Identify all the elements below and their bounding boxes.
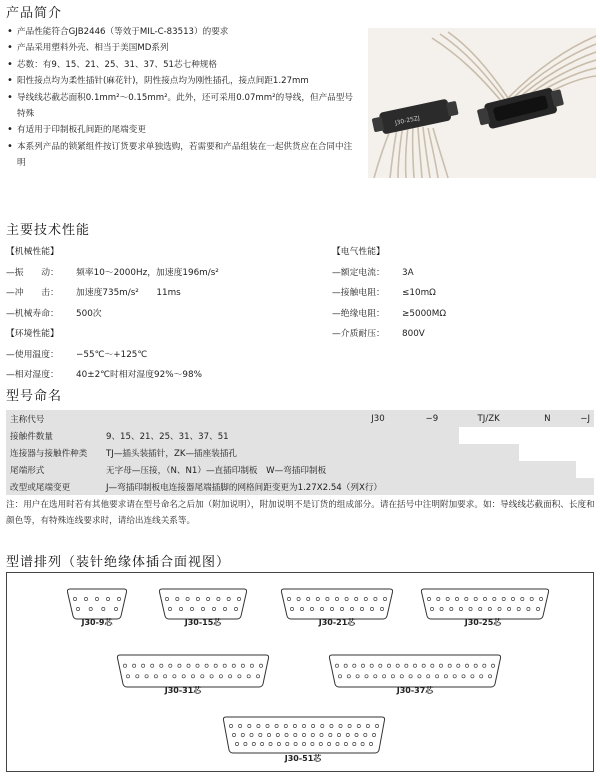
model-code-label: 主称代号 [10, 414, 45, 425]
pin-hole [360, 607, 363, 610]
pin-hole [320, 733, 323, 736]
spec-value: 800V [402, 329, 425, 339]
pin-hole [370, 664, 373, 667]
pin-hole [123, 664, 126, 667]
pin-hole [483, 597, 486, 600]
pin-hole [448, 664, 451, 667]
pin-hole [405, 664, 408, 667]
pin-hole [474, 664, 477, 667]
pin-hole [287, 597, 290, 600]
model-row [6, 478, 594, 495]
pin-hole [294, 742, 297, 745]
spec-label: —振 动： [6, 267, 59, 278]
pin-hole [76, 607, 79, 610]
pin-hole [437, 597, 440, 600]
connector-outline [159, 589, 246, 619]
pin-hole [117, 597, 120, 600]
connector-label: J30-51芯 [284, 754, 322, 763]
pin-hole [409, 675, 412, 678]
model-row-label: 改型或尾端变更 [10, 482, 71, 493]
spec-label: —绝缘电阻： [332, 308, 385, 319]
model-row-label: 接触件数量 [10, 431, 53, 442]
model-row-fill [405, 427, 459, 444]
pin-hole [142, 664, 145, 667]
pin-hole [201, 607, 204, 610]
spec-value: 频率10～2000Hz，加速度196m/s² [76, 267, 219, 278]
pin-hole [450, 607, 453, 610]
pin-hole [400, 675, 403, 678]
spec-label: —冲 击： [6, 288, 59, 298]
connector-drawing-51 [219, 713, 389, 757]
pin-hole [276, 733, 279, 736]
spec-label: —相对湿度： [6, 370, 59, 380]
feature-text: 产品性能符合GJB2446（等效于MIL-C-83513）的要求 [17, 27, 229, 37]
spec-row [6, 283, 316, 304]
connector-outline [329, 655, 500, 687]
pin-hole [375, 724, 378, 727]
pin-hole [340, 607, 343, 610]
connector-label: J30-15芯 [184, 618, 222, 627]
pin-hole [536, 607, 539, 610]
connector-label: J30-9芯 [81, 618, 113, 627]
pin-hole [196, 597, 199, 600]
pin-hole [347, 675, 350, 678]
feature-text: 导线线芯截芯面积0.1mm²～0.15mm²。此外，还可采用0.07mm²的导线，但产品型号特殊 [17, 92, 353, 120]
pin-hole [269, 742, 272, 745]
feature-item [6, 57, 358, 73]
pin-hole [396, 664, 399, 667]
pin-hole [136, 675, 139, 678]
pin-hole [418, 675, 421, 678]
pin-hole [182, 675, 185, 678]
pin-hole [179, 607, 182, 610]
spec-value: ≥5000MΩ [402, 308, 447, 319]
connector-outline [117, 655, 268, 687]
pin-hole [311, 733, 314, 736]
pin-hole [471, 675, 474, 678]
spec-row [332, 324, 592, 345]
pin-hole [207, 597, 210, 600]
pin-hole [321, 724, 324, 727]
pin-hole [530, 597, 533, 600]
pin-hole [353, 742, 356, 745]
spec-label: —接触电阻： [332, 288, 385, 298]
spec-label: —机械寿命： [6, 308, 59, 319]
pin-hole [217, 597, 220, 600]
pin-hole [488, 607, 491, 610]
pin-hole [430, 607, 433, 610]
pin-hole [229, 675, 232, 678]
pin-hole [337, 733, 340, 736]
feature-item [6, 90, 358, 123]
spec-row [6, 365, 316, 386]
pin-hole [517, 607, 520, 610]
pin-hole [346, 733, 349, 736]
pin-hole [176, 597, 179, 600]
pin-hole [302, 742, 305, 745]
model-naming-table [6, 410, 594, 495]
pin-hole [422, 664, 425, 667]
pin-hole [326, 597, 329, 600]
pin-hole [344, 742, 347, 745]
pin-hole [232, 733, 235, 736]
feature-text: 本系列产品的锁紧组件按订货要求单独选购，若需要和产品组装在一起供货应在合同中注明 [17, 141, 353, 169]
pin-hole [294, 733, 297, 736]
pin-hole [453, 675, 456, 678]
pin-hole [212, 607, 215, 610]
pin-hole [348, 724, 351, 727]
pin-hole [168, 607, 171, 610]
pin-hole [187, 664, 190, 667]
connector-label: J30-25芯 [464, 618, 502, 627]
pin-hole [252, 742, 255, 745]
connector-spectrum-box [6, 572, 594, 772]
pin-hole [372, 733, 375, 736]
pin-hole [169, 664, 172, 667]
spec-label: —介质耐压： [332, 329, 385, 339]
feature-text: 有适用于印制板孔间距的尾端变更 [17, 125, 146, 136]
spec-row [6, 345, 316, 366]
pin-hole [365, 675, 368, 678]
pin-hole [369, 742, 372, 745]
pin-hole [73, 597, 76, 600]
pin-hole [223, 607, 226, 610]
pin-hole [329, 733, 332, 736]
model-row-value: J—弯插印制板电连接器尾端插脚的网格间距变更为1.27X2.54（列X行） [106, 482, 383, 493]
pin-hole [387, 664, 390, 667]
pin-hole [257, 724, 260, 727]
pin-hole [370, 607, 373, 610]
heading-main-specs: 主要技术性能 [6, 223, 91, 238]
spec-label: —使用温度： [6, 349, 59, 360]
photo-label: J30-25ZJ [394, 114, 421, 127]
feature-item [6, 40, 358, 56]
pin-hole [311, 742, 314, 745]
pin-hole [84, 597, 87, 600]
pin-hole [440, 607, 443, 610]
pin-hole [444, 675, 447, 678]
pin-hole [380, 607, 383, 610]
pin-hole [154, 675, 157, 678]
model-row [6, 427, 594, 444]
model-code-part: TJ/ZK [477, 413, 500, 424]
pin-hole [336, 742, 339, 745]
pin-hole [227, 597, 230, 600]
pin-hole [361, 664, 364, 667]
pin-hole [95, 597, 98, 600]
pin-hole [330, 724, 333, 727]
pin-hole [345, 597, 348, 600]
pin-hole [235, 742, 238, 745]
pin-hole [173, 675, 176, 678]
pin-hole [498, 607, 501, 610]
pin-hole [330, 607, 333, 610]
feature-item [6, 122, 358, 138]
pin-hole [214, 664, 217, 667]
model-row-fill [459, 427, 594, 444]
pin-hole [335, 664, 338, 667]
model-row-value: TJ—插头装插针，ZK—插座装插孔 [106, 448, 238, 459]
pin-hole [234, 607, 237, 610]
pin-hole [237, 597, 240, 600]
model-code-part: −J [580, 413, 590, 424]
pin-hole [366, 724, 369, 727]
pin-hole [455, 597, 458, 600]
pin-hole [320, 607, 323, 610]
pin-hole [266, 724, 269, 727]
pin-hole [241, 733, 244, 736]
pin-hole [267, 733, 270, 736]
pin-hole [302, 724, 305, 727]
pin-hole [374, 597, 377, 600]
pin-hole [302, 733, 305, 736]
pin-hole [357, 724, 360, 727]
pin-hole [355, 597, 358, 600]
spec-row [332, 304, 592, 325]
feature-text: 产品采用塑料外壳、相当于美国MD系列 [17, 43, 169, 54]
pin-hole [164, 675, 167, 678]
pin-hole [259, 733, 262, 736]
pin-hole [259, 664, 262, 667]
pin-hole [355, 733, 358, 736]
pin-hole [508, 607, 511, 610]
usage-note: 注：用户在选用时若有其他要求请在型号命名之后加（附加说明），附加说明不是订货的组成部分。请在括号中注明附加要求。如：导线线芯截面积、长度和颜色等，有特殊连线要求时，请给出连线关系等。 [6, 500, 595, 526]
model-row-cell [6, 478, 594, 495]
pin-hole [229, 724, 232, 727]
connector-outline [281, 589, 392, 619]
pin-hole [244, 742, 247, 745]
pin-hole [493, 597, 496, 600]
pin-hole [196, 664, 199, 667]
pin-hole [469, 607, 472, 610]
pin-hole [446, 597, 449, 600]
pin-hole [126, 675, 129, 678]
pin-hole [436, 675, 439, 678]
elec-title: 【电气性能】 [332, 247, 385, 257]
model-row-label: 尾端形式 [10, 465, 45, 476]
pin-hole [527, 607, 530, 610]
pin-hole [239, 724, 242, 727]
pin-hole [488, 675, 491, 678]
connector-outline [223, 717, 384, 753]
model-code-part: N [544, 413, 551, 424]
pin-hole [293, 724, 296, 727]
mech-title: 【机械性能】 [6, 247, 59, 257]
pin-hole [431, 664, 434, 667]
pin-hole [114, 607, 117, 610]
pin-hole [205, 664, 208, 667]
pin-hole [248, 724, 251, 727]
pin-hole [427, 597, 430, 600]
feature-item [6, 139, 358, 172]
pin-hole [465, 597, 468, 600]
pin-hole [261, 742, 264, 745]
pin-hole [521, 597, 524, 600]
connector-label: J30-31芯 [164, 686, 202, 695]
pin-hole [344, 664, 347, 667]
elec-section [332, 242, 592, 345]
pin-hole [316, 597, 319, 600]
pin-hole [391, 675, 394, 678]
pin-hole [383, 675, 386, 678]
pin-hole [491, 664, 494, 667]
pin-hole [165, 597, 168, 600]
pin-hole [480, 675, 483, 678]
pin-hole [511, 597, 514, 600]
model-row-label: 连接器与接触件种类 [10, 448, 88, 459]
spec-value: ≤10mΩ [402, 288, 436, 298]
pin-hole [439, 664, 442, 667]
pin-hole [335, 597, 338, 600]
model-row-cell [6, 461, 519, 478]
pin-hole [483, 664, 486, 667]
pin-hole [457, 664, 460, 667]
pin-hole [356, 675, 359, 678]
pin-hole [106, 597, 109, 600]
spec-value: 500次 [76, 308, 102, 319]
spec-value: 40±2℃时相对湿度92%～98% [76, 370, 202, 380]
pin-hole [374, 675, 377, 678]
pin-hole [277, 742, 280, 745]
pin-hole [201, 675, 204, 678]
pin-hole [250, 664, 253, 667]
spec-row [332, 283, 592, 304]
product-photo [368, 28, 596, 178]
model-row-cell [6, 427, 405, 444]
pin-hole [219, 675, 222, 678]
pin-hole [307, 597, 310, 600]
connector-outline [67, 589, 126, 619]
pin-hole [133, 664, 136, 667]
pin-hole [339, 724, 342, 727]
pin-hole [459, 607, 462, 610]
model-row-cell [6, 444, 459, 461]
pin-hole [256, 675, 259, 678]
pin-hole [232, 664, 235, 667]
pin-hole [413, 664, 416, 667]
pin-hole [284, 724, 287, 727]
feature-text: 芯数：有9、15、21、25、31、37、51芯七种规格 [17, 59, 217, 70]
model-row-value: 9、15、21、25、31、37、51 [106, 431, 229, 442]
pin-hole [474, 597, 477, 600]
spec-value: 加速度735m/s² 11ms [76, 288, 181, 298]
pin-hole [350, 607, 353, 610]
connector-label: J30-37芯 [396, 686, 434, 695]
pin-hole [462, 675, 465, 678]
pin-hole [353, 664, 356, 667]
pin-hole [210, 675, 213, 678]
pin-hole [275, 724, 278, 727]
pin-hole [479, 607, 482, 610]
pin-hole [312, 724, 315, 727]
heading-model-naming: 型号命名 [6, 389, 63, 404]
pin-hole [297, 597, 300, 600]
pin-hole [186, 597, 189, 600]
pin-hole [338, 675, 341, 678]
spec-value: 3A [402, 267, 414, 278]
pin-hole [361, 742, 364, 745]
spec-row [332, 263, 592, 284]
pin-hole [427, 675, 430, 678]
pin-hole [502, 597, 505, 600]
pin-hole [151, 664, 154, 667]
pin-hole [383, 597, 386, 600]
pin-hole [285, 733, 288, 736]
pin-hole [89, 607, 92, 610]
model-row-fill [519, 444, 594, 461]
spec-value: −55℃～+125℃ [76, 349, 148, 360]
model-row [6, 444, 594, 461]
pin-hole [102, 607, 105, 610]
connector-outline [421, 589, 548, 619]
pin-hole [286, 742, 289, 745]
model-code-part: −9 [425, 413, 439, 424]
heading-product-intro: 产品简介 [6, 6, 63, 21]
pin-hole [328, 742, 331, 745]
pin-hole [364, 597, 367, 600]
env-title: 【环境性能】 [6, 329, 59, 339]
heading-spectrum: 型谱排列（装针绝缘体插合面视图） [6, 555, 231, 570]
model-row-fill [576, 461, 594, 478]
pin-hole [310, 607, 313, 610]
pin-hole [238, 675, 241, 678]
feature-list [6, 24, 358, 172]
pin-hole [241, 664, 244, 667]
pin-hole [379, 664, 382, 667]
pin-hole [539, 597, 542, 600]
spec-row [6, 263, 316, 284]
pin-hole [319, 742, 322, 745]
pin-hole [145, 675, 148, 678]
pin-hole [290, 607, 293, 610]
model-row-value: 无字母—压接，（N、N1）—直插印制板 W—弯插印制板 [106, 465, 327, 476]
pin-hole [250, 733, 253, 736]
spec-row [6, 304, 316, 325]
pin-hole [178, 664, 181, 667]
pin-hole [247, 675, 250, 678]
pin-hole [190, 607, 193, 610]
pin-hole [191, 675, 194, 678]
pin-hole [160, 664, 163, 667]
model-code-part: J30 [371, 413, 385, 424]
mech-env-section [6, 242, 316, 386]
model-row [6, 461, 594, 478]
model-row-fill [459, 444, 519, 461]
pin-hole [364, 733, 367, 736]
feature-text: 阳性接点均为柔性插针(麻花针)，阴性接点均为刚性插孔，接点间距1.27mm [17, 76, 309, 87]
model-row-fill [519, 461, 577, 478]
feature-item [6, 24, 358, 40]
connector-label: J30-21芯 [318, 618, 356, 627]
pin-hole [223, 664, 226, 667]
feature-item [6, 73, 358, 89]
pin-hole [300, 607, 303, 610]
spec-label: —额定电流： [332, 267, 385, 278]
model-code-row [6, 410, 594, 427]
pin-hole [465, 664, 468, 667]
